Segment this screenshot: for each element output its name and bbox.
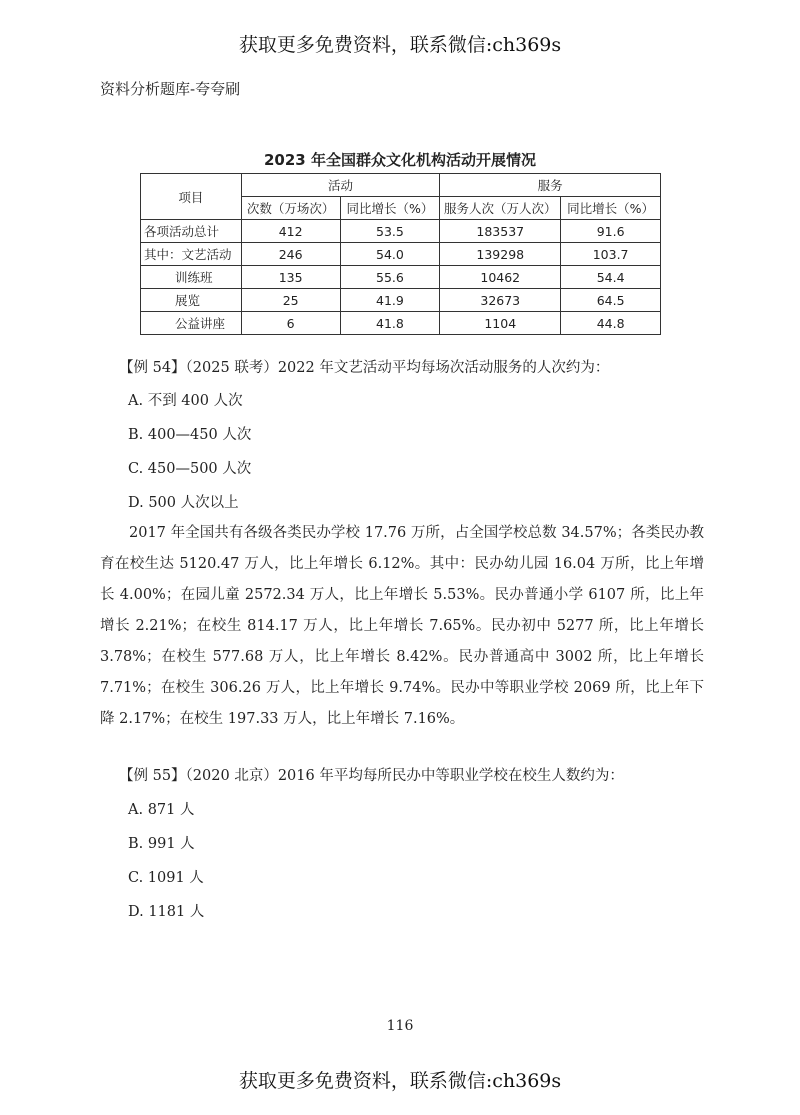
table-row (141, 266, 661, 289)
row-label: 公益讲座 (141, 312, 242, 335)
header-cell: 同比增长（%） (561, 197, 661, 220)
header-item: 项目 (141, 174, 242, 220)
table-cell: 135 (241, 266, 340, 289)
question-55-stem: 【例 55】（2020 北京）2016 年平均每所民办中等职业学校在校生人数约为： (119, 768, 624, 784)
question-54-option-a: A. 不到 400 人次 (128, 393, 243, 409)
table-cell: 64.5 (561, 289, 661, 312)
table-cell: 41.9 (340, 289, 440, 312)
table-cell: 412 (241, 220, 340, 243)
table-cell: 246 (241, 243, 340, 266)
header-cell: 服务人次（万人次） (440, 197, 561, 220)
question-55-option-b: B. 991 人 (128, 836, 195, 852)
table-cell: 53.5 (340, 220, 440, 243)
table-cell: 6 (241, 312, 340, 335)
table-cell: 54.0 (340, 243, 440, 266)
table-title: 2023 年全国群众文化机构活动开展情况 (264, 151, 536, 169)
row-label: 训练班 (141, 266, 242, 289)
row-label: 各项活动总计 (141, 220, 242, 243)
table-row (141, 243, 661, 266)
question-55-option-d: D. 1181 人 (128, 904, 205, 920)
table-cell: 41.8 (340, 312, 440, 335)
question-54-option-c: C. 450—500 人次 (128, 461, 252, 477)
header-cell: 同比增长（%） (340, 197, 440, 220)
table-row (141, 312, 661, 335)
page-number: 116 (386, 1018, 414, 1034)
table-cell: 10462 (440, 266, 561, 289)
table-cell: 103.7 (561, 243, 661, 266)
question-54-stem: 【例 54】（2025 联考）2022 年文艺活动平均每场次活动服务的人次约为： (119, 360, 610, 376)
bottom-banner: 获取更多免费资料，联系微信:ch369s (238, 1070, 562, 1092)
table-cell: 54.4 (561, 266, 661, 289)
row-label: 其中：文艺活动 (141, 243, 242, 266)
table-cell: 32673 (440, 289, 561, 312)
passage (100, 518, 704, 735)
top-banner: 获取更多免费资料，联系微信:ch369s (238, 34, 562, 56)
table-header-row (141, 174, 661, 197)
table-cell: 183537 (440, 220, 561, 243)
passage-text: 2017 年全国共有各级各类民办学校 17.76 万所，占全国学校总数 34.57%；各类民办教育在校生达 5120.47 万人，比上年增长 6.12%。其中：民办幼儿园 16.04 万所，比上年增长 4.00%；在园儿童 2572.34 万人，比上年增长 5.53%。民办普通小学 6107 所，比上年增长 2.21%；在校生 814.17 万人，比上年增长 7.65%。民办初中 5277 所，比上年增长 3.78%；在校生 577.68 万人，比上年增长 8.42%。民办普通高中 3002 所，比上年增长 7.71%；在校生 306.26 万人，比上年增长 9.74%。民办中等职业学校 2069 所，比上年下降 2.17%；在校生 197.33 万人，比上年增长 7.16%。 (100, 525, 704, 727)
table-cell: 1104 (440, 312, 561, 335)
data-table (140, 173, 661, 335)
header-group-service: 服务 (440, 174, 661, 197)
table-cell: 91.6 (561, 220, 661, 243)
question-55-option-c: C. 1091 人 (128, 870, 204, 886)
table-cell: 55.6 (340, 266, 440, 289)
question-55-option-a: A. 871 人 (128, 802, 195, 818)
question-54-option-b: B. 400—450 人次 (128, 427, 252, 443)
table-cell: 139298 (440, 243, 561, 266)
subheader: 资料分析题库-夸夸刷 (100, 80, 241, 98)
table-cell: 44.8 (561, 312, 661, 335)
question-54-option-d: D. 500 人次以上 (128, 495, 239, 511)
table-row (141, 220, 661, 243)
header-group-activity: 活动 (241, 174, 440, 197)
header-cell: 次数（万场次） (241, 197, 340, 220)
row-label: 展览 (141, 289, 242, 312)
table-cell: 25 (241, 289, 340, 312)
table-row (141, 289, 661, 312)
